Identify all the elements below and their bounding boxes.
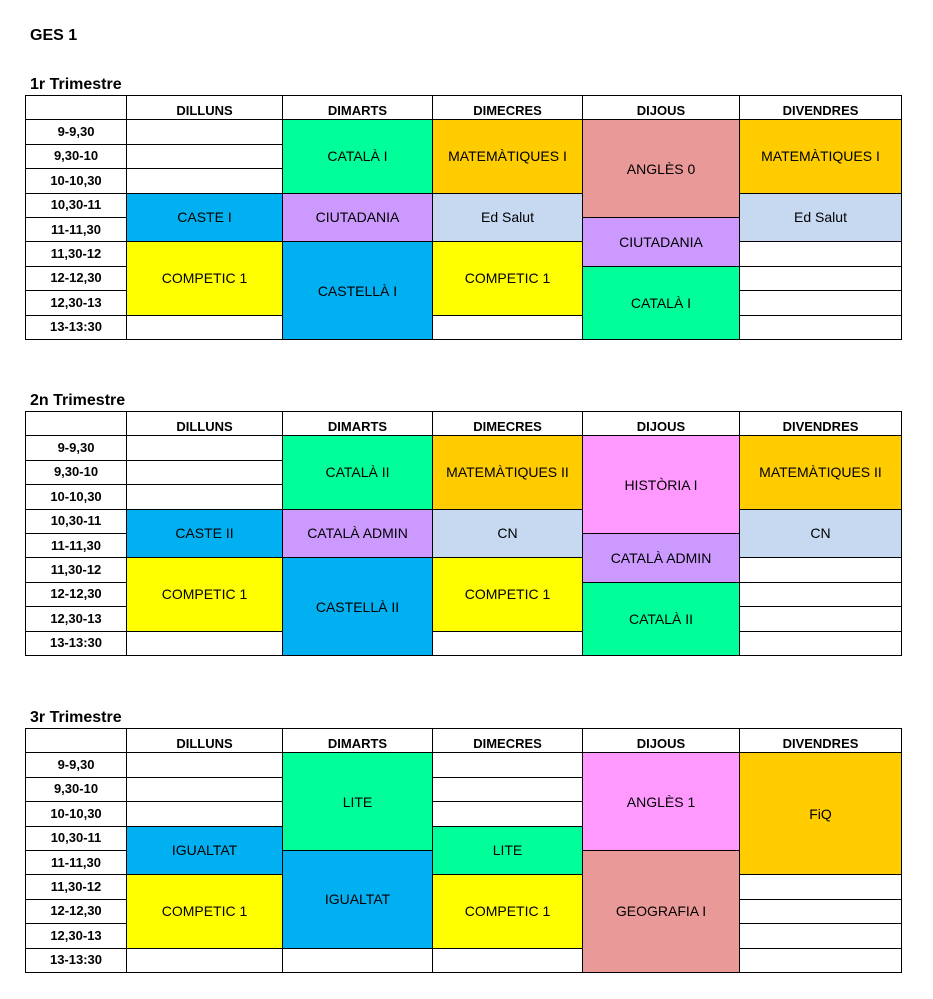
day-header-dimarts: DIMARTS [283, 96, 433, 120]
empty-slot [433, 777, 583, 801]
day-header-dimecres: DIMECRES [433, 412, 583, 436]
time-label: 10,30-11 [26, 193, 127, 217]
empty-slot [127, 169, 283, 193]
empty-slot [127, 777, 283, 801]
day-header-dilluns: DILLUNS [127, 96, 283, 120]
empty-slot [740, 631, 902, 655]
corner-cell [26, 96, 127, 120]
empty-slot [740, 291, 902, 315]
day-header-dilluns: DILLUNS [127, 729, 283, 753]
class-block: CASTELLÀ II [283, 558, 433, 656]
day-header-dimecres: DIMECRES [433, 96, 583, 120]
time-label: 9-9,30 [26, 436, 127, 460]
class-block: CIUTADANIA [583, 217, 740, 266]
time-label: 12-12,30 [26, 582, 127, 606]
schedule-table-trimester-3 [25, 728, 902, 973]
time-label: 11,30-12 [26, 242, 127, 266]
class-block: FiQ [740, 753, 902, 875]
time-label: 9-9,30 [26, 753, 127, 777]
empty-slot [127, 753, 283, 777]
trimester-3-title: 3r Trimestre [30, 709, 122, 726]
time-label: 10-10,30 [26, 169, 127, 193]
empty-slot [740, 558, 902, 582]
empty-slot [127, 631, 283, 655]
class-block: COMPETIC 1 [127, 558, 283, 631]
empty-slot [740, 266, 902, 290]
class-block: COMPETIC 1 [433, 558, 583, 631]
empty-slot [740, 607, 902, 631]
trimester-1-title: 1r Trimestre [30, 76, 122, 93]
time-label: 13-13:30 [26, 948, 127, 972]
time-label: 12-12,30 [26, 266, 127, 290]
class-block: CASTE II [127, 509, 283, 558]
class-block: CATALÀ I [283, 120, 433, 193]
time-label: 9,30-10 [26, 777, 127, 801]
schedule-table-trimester-1 [25, 95, 902, 340]
class-block: IGUALTAT [127, 826, 283, 875]
class-block: CIUTADANIA [283, 193, 433, 242]
time-label: 9,30-10 [26, 460, 127, 484]
class-block: ANGLÈS 0 [583, 120, 740, 218]
empty-slot [433, 948, 583, 972]
empty-slot [433, 802, 583, 826]
empty-slot [433, 631, 583, 655]
class-block: CN [433, 509, 583, 558]
day-header-dijous: DIJOUS [583, 412, 740, 436]
time-label: 13-13:30 [26, 631, 127, 655]
empty-slot [740, 924, 902, 948]
class-block: COMPETIC 1 [127, 875, 283, 948]
time-label: 11-11,30 [26, 533, 127, 557]
empty-slot [740, 582, 902, 606]
class-block: MATEMÀTIQUES II [433, 436, 583, 509]
day-header-dimarts: DIMARTS [283, 412, 433, 436]
empty-slot [127, 948, 283, 972]
class-block: Ed Salut [740, 193, 902, 242]
empty-slot [740, 315, 902, 339]
empty-slot [127, 802, 283, 826]
day-header-divendres: DIVENDRES [740, 412, 902, 436]
class-block: ANGLÈS 1 [583, 753, 740, 851]
class-block: CATALÀ I [583, 266, 740, 339]
empty-slot [740, 948, 902, 972]
time-label: 11,30-12 [26, 558, 127, 582]
time-label: 10-10,30 [26, 802, 127, 826]
empty-slot [127, 436, 283, 460]
schedule-table-trimester-2 [25, 411, 902, 656]
class-block: COMPETIC 1 [433, 875, 583, 948]
class-block: MATEMÀTIQUES I [740, 120, 902, 193]
time-label: 9,30-10 [26, 144, 127, 168]
time-label: 12,30-13 [26, 291, 127, 315]
day-header-divendres: DIVENDRES [740, 96, 902, 120]
class-block: IGUALTAT [283, 850, 433, 948]
time-label: 11-11,30 [26, 850, 127, 874]
time-label: 10-10,30 [26, 485, 127, 509]
empty-slot [127, 485, 283, 509]
trimester-2-title: 2n Trimestre [30, 392, 126, 409]
corner-cell [26, 412, 127, 436]
time-label: 12,30-13 [26, 607, 127, 631]
day-header-dimarts: DIMARTS [283, 729, 433, 753]
empty-slot [127, 460, 283, 484]
class-block: COMPETIC 1 [433, 242, 583, 315]
day-header-dimecres: DIMECRES [433, 729, 583, 753]
class-block: GEOGRAFIA I [583, 850, 740, 972]
time-label: 12,30-13 [26, 924, 127, 948]
empty-slot [127, 144, 283, 168]
empty-slot [740, 242, 902, 266]
day-header-dijous: DIJOUS [583, 96, 740, 120]
empty-slot [127, 315, 283, 339]
corner-cell [26, 729, 127, 753]
class-block: Ed Salut [433, 193, 583, 242]
document-title: GES 1 [30, 27, 78, 44]
empty-slot [433, 753, 583, 777]
time-label: 10,30-11 [26, 509, 127, 533]
time-label: 10,30-11 [26, 826, 127, 850]
day-header-dijous: DIJOUS [583, 729, 740, 753]
empty-slot [283, 948, 433, 972]
class-block: LITE [433, 826, 583, 875]
time-label: 9-9,30 [26, 120, 127, 144]
time-label: 12-12,30 [26, 899, 127, 923]
class-block: CATALÀ ADMIN [283, 509, 433, 558]
class-block: CN [740, 509, 902, 558]
class-block: CATALÀ ADMIN [583, 533, 740, 582]
empty-slot [127, 120, 283, 144]
class-block: MATEMÀTIQUES II [740, 436, 902, 509]
class-block: CATALÀ II [583, 582, 740, 655]
class-block: CASTE I [127, 193, 283, 242]
empty-slot [433, 315, 583, 339]
day-header-divendres: DIVENDRES [740, 729, 902, 753]
class-block: MATEMÀTIQUES I [433, 120, 583, 193]
day-header-dilluns: DILLUNS [127, 412, 283, 436]
time-label: 11-11,30 [26, 217, 127, 241]
class-block: HISTÒRIA I [583, 436, 740, 534]
class-block: CASTELLÀ I [283, 242, 433, 340]
empty-slot [740, 899, 902, 923]
time-label: 13-13:30 [26, 315, 127, 339]
class-block: COMPETIC 1 [127, 242, 283, 315]
class-block: CATALÀ II [283, 436, 433, 509]
time-label: 11,30-12 [26, 875, 127, 899]
class-block: LITE [283, 753, 433, 851]
empty-slot [740, 875, 902, 899]
